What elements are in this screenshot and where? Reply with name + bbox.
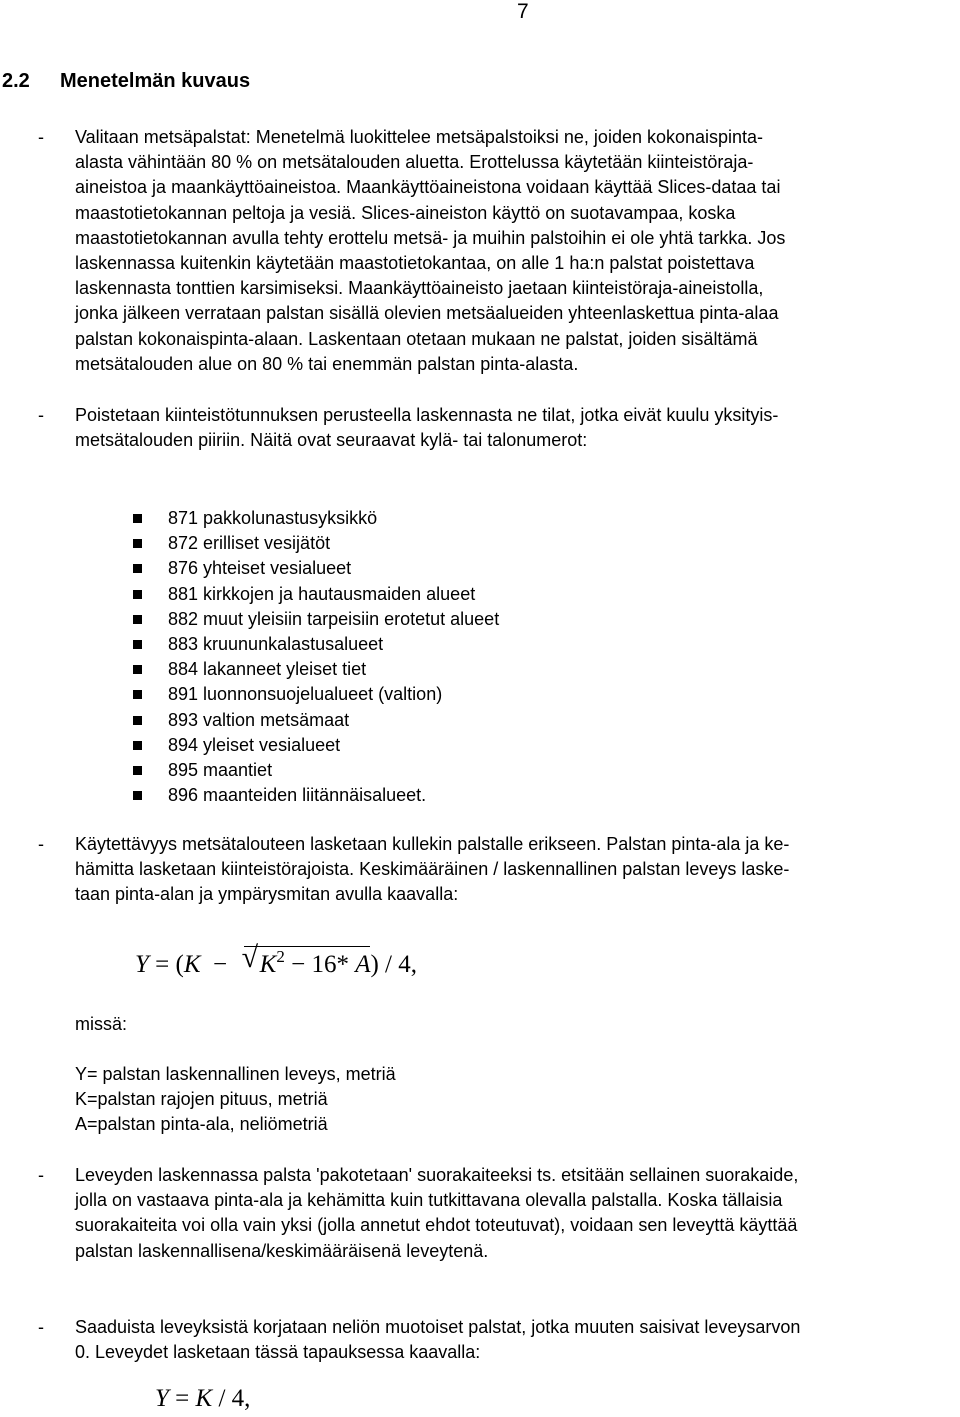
text-line: suorakaiteita voi olla vain yksi (jolla annetut ehdot toteutuvat), voidaan sen leveyttä käyttää (75, 1215, 798, 1236)
square-bullet-icon (133, 791, 142, 800)
list-dash: - (38, 834, 44, 854)
paragraph-text (75, 125, 960, 377)
text-line: maastotietokannan peltoja ja vesiä. Slices-aineiston käyttö on suotavampaa, koska (75, 202, 736, 223)
section-heading (2, 69, 250, 93)
width-formula: Y = (K − √ $K^2 - 16*$ A) / 4, (135, 941, 417, 978)
text-line: maastotietokannan avulla tehty erottelu metsä- ja muihin palstoihin ei ole yhtä tarkka. Jos (75, 227, 786, 248)
text-line: aineistoa ja maankäyttöaineistoa. Maankäyttöaineistona voidaan käyttää Slices-dataa tai (75, 177, 781, 198)
list-item: 894 yleiset vesialueet (133, 733, 499, 758)
definition-y: Y= palstan laskennallinen leveys, metriä (75, 1064, 396, 1084)
text-line: metsätalouden piiriin. Näitä ovat seuraavat kylä- tai talonumerot: (75, 430, 588, 451)
square-width-formula: Y = K / 4, (155, 1385, 251, 1412)
text-line: taan pinta-alan ja ympärysmitan avulla kaavalla: (75, 884, 459, 905)
list-item: 891 luonnonsuojelualueet (valtion) (133, 682, 499, 707)
list-dash: - (38, 1317, 44, 1337)
paragraph-text (75, 1315, 960, 1365)
square-bullet-icon (133, 716, 142, 725)
paragraph-remove-estates (38, 403, 960, 453)
text-line: Valitaan metsäpalstat: Menetelmä luokittelee metsäpalstoiksi ne, joiden kokonaispinta- (75, 127, 764, 147)
square-bullet-icon (133, 514, 142, 523)
text-line: alasta vähintään 80 % on metsätalouden aluetta. Erottelussa käytetään kiinteistöraja- (75, 152, 754, 173)
paragraph-rectangle (38, 1163, 960, 1264)
square-bullet-icon (133, 539, 142, 548)
section-title: Menetelmän kuvaus (60, 70, 251, 92)
square-bullet-icon (133, 665, 142, 674)
page-number: 7 (517, 0, 529, 23)
text-line: metsätalouden alue on 80 % tai enemmän palstan pinta-alasta. (75, 353, 579, 374)
list-dash: - (38, 127, 44, 147)
text-line: Saaduista leveyksistä korjataan neliön muotoiset palstat, jotka muuten saisivat leveysarvon (75, 1317, 801, 1337)
text-line: Poistetaan kiinteistötunnuksen perusteella laskennasta ne tilat, jotka eivät kuulu yksityis- (75, 405, 779, 425)
square-bullet-icon (133, 766, 142, 775)
text-line: palstan laskennallisena/keskimääräisenä leveytenä. (75, 1240, 489, 1261)
list-item: 895 maantiet (133, 758, 499, 783)
paragraph-text (75, 403, 960, 453)
where-label: missä: (75, 1014, 128, 1034)
paragraph-text (75, 1163, 960, 1264)
list-item: 872 erilliset vesijätöt (133, 531, 499, 556)
list-dash: - (38, 405, 44, 425)
square-root: √ $K^2 - 16*$ A (241, 941, 371, 978)
text-line: 0. Leveydet lasketaan tässä tapauksessa kaavalla: (75, 1342, 481, 1363)
square-bullet-icon (133, 741, 142, 750)
list-item: 876 yhteiset vesialueet (133, 556, 499, 581)
list-item: 893 valtion metsämaat (133, 708, 499, 733)
list-item: 883 kruununkalastusalueet (133, 632, 499, 657)
text-line: palstan kokonaispinta-alaan. Laskentaan otetaan mukaan ne palstat, joiden sisältämä (75, 328, 758, 349)
list-item: 896 maanteiden liitännäisalueet. (133, 783, 499, 808)
text-line: Leveyden laskennassa palsta 'pakotetaan' suorakaiteeksi ts. etsitään sellainen suorakaide, (75, 1165, 799, 1185)
list-item: 884 lakanneet yleiset tiet (133, 657, 499, 682)
text-line: jonka jälkeen verrataan palstan sisällä olevien metsäalueiden yhteenlaskettua pinta-alaa (75, 303, 779, 324)
square-bullet-icon (133, 590, 142, 599)
definition-a: A=palstan pinta-ala, neliömetriä (75, 1114, 328, 1134)
section-number: 2.2 (2, 70, 30, 92)
text-line: jolla on vastaava pinta-ala ja kehämitta kuin tutkittavana olevalla palstalla. Koska tällaisia (75, 1190, 783, 1211)
text-line: laskennassa kuitenkin käytetään maastotietokantaa, on alle 1 ha:n palstat poistettava (75, 253, 755, 274)
square-bullet-icon (133, 640, 142, 649)
village-code-list (133, 506, 499, 808)
list-item: 882 muut yleisiin tarpeisiin erotetut alueet (133, 607, 499, 632)
list-dash: - (38, 1165, 44, 1185)
square-bullet-icon (133, 564, 142, 573)
text-line: Käytettävyys metsätalouteen lasketaan kullekin palstalle erikseen. Palstan pinta-ala ja ke- (75, 834, 790, 854)
text-line: laskennasta tonttien karsimiseksi. Maankäyttöaineisto jaetaan kiinteistöraja-aineistolla, (75, 278, 764, 299)
paragraph-select-plots (38, 125, 960, 377)
paragraph-usability (38, 832, 960, 908)
paragraph-text (75, 832, 960, 908)
square-bullet-icon (133, 690, 142, 699)
definition-k: K=palstan rajojen pituus, metriä (75, 1089, 328, 1109)
text-line: hämitta lasketaan kiinteistörajoista. Keskimääräinen / laskennallinen palstan leveys laske- (75, 859, 790, 880)
list-item: 871 pakkolunastusyksikkö (133, 506, 499, 531)
square-bullet-icon (133, 615, 142, 624)
paragraph-square-plots (38, 1315, 960, 1365)
list-item: 881 kirkkojen ja hautausmaiden alueet (133, 582, 499, 607)
